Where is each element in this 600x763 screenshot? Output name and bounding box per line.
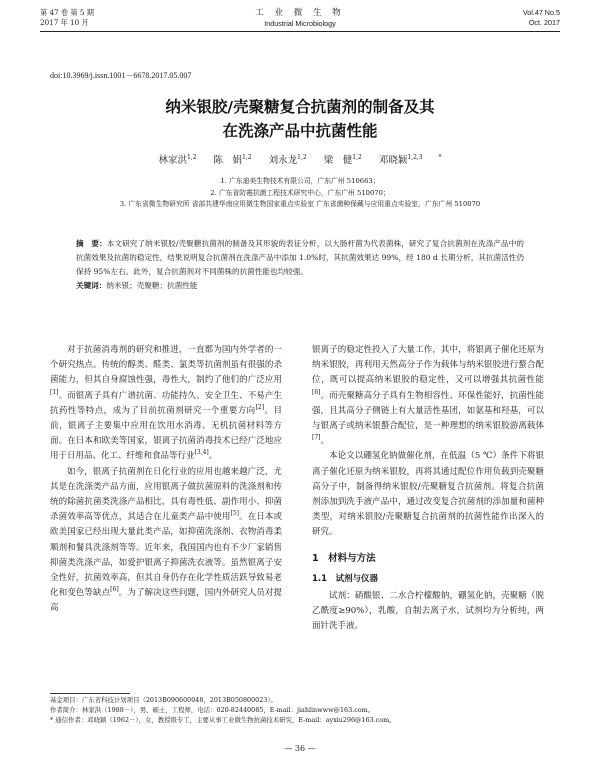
volume-issue-en: Vol.47 No.5: [522, 8, 560, 17]
citation: [7]: [312, 434, 321, 442]
paragraph: 本论文以硼氢化钠做催化剂，在低温（5 ℃）条件下将银离子催化还原为纳米银胶，再将其通过配位作用负载到壳聚糖高分子中，制备得纳米银胶/壳聚糖复合抗菌剂。将复合抗菌剂添加到洗手液产品中，通过改变复合抗菌剂的添加量和菌种类型，对纳米银胶/壳聚糖复合抗菌剂的抗菌性能作出深入的研究。: [312, 451, 544, 538]
affiliation: 2. 广东省防霉抗菌工程技术研究中心，广东广州 510070；: [210, 188, 390, 197]
date-en: Oct. 2017: [528, 18, 560, 27]
footnotes: [50, 696, 560, 725]
footnote-rule: [50, 693, 130, 694]
volume-issue-cn: 第 47 卷 第 5 期: [40, 8, 94, 17]
left-column: [50, 343, 282, 617]
paragraph: 试剂：硝酸银、二水合柠檬酸钠，硼氢化钠，壳聚糖（脱乙酰度≥90%），乳酸，自制去离子水，试剂均为分析纯，两面针洗手液。: [312, 591, 544, 632]
author: 邓晓颖$^{1,2,3 *}$: [378, 153, 442, 166]
author: 刘永龙$^{1,2}$: [268, 153, 307, 166]
header-right: [523, 8, 560, 28]
header-rule: [40, 31, 560, 32]
right-column: [312, 343, 544, 635]
keywords: [76, 279, 524, 293]
running-header: [40, 8, 560, 48]
title-line-2: 在洗涤产品中抗菌性能: [222, 122, 378, 140]
footnote-author: 作者简介：林家洪（1988－），男，硕士，工程师，电话：020-82440085，E-mail：jiahlinwww@163.com。: [50, 705, 375, 714]
section-heading: 1 材料与方法: [312, 552, 376, 564]
abstract: [76, 237, 524, 293]
subsection-heading: 1.1 试剂与仪器: [312, 573, 379, 584]
author: 陈 娟$^{1,2}$: [213, 153, 252, 166]
journal-name-en: Industrial Microbiology: [264, 19, 336, 28]
citation: [3,4]: [194, 449, 209, 457]
paper-title: [40, 95, 560, 143]
citation: [5]: [230, 510, 239, 518]
abstract-text: 本文研究了纳米银胶/壳聚糖抗菌剂的制备及其形貌的表征分析，以大肠杆菌为代表菌株，研究了复合抗菌剂在洗涤产品中的抗菌效果及抗菌的稳定性，结果说明复合抗菌剂在洗涤产品中添加 1.0%时，其抗菌效果达 99%，经 180 d 长期分析，其抗菌活性仍保持 95%左右。此外，复合抗菌剂对不同菌株的抗菌性能也均较强。: [76, 239, 525, 276]
citation: [6]: [312, 388, 321, 396]
abstract-label: 摘 要：: [76, 239, 107, 248]
journal-name-cn: 工 业 微 生 物: [255, 8, 345, 18]
paragraph: 银离子的稳定性投入了大量工作，其中，将银离子催化还原为纳米银胶，再利用天然高分子作为载体与纳米银胶进行螯合配位，既可以提高纳米银胶的稳定性，又可以增强其抗菌性能[6]。而壳聚糖高分子具有生物相容性、环保性能好，抗菌性能强，且其高分子侧链上有大量活性基团，如氨基和羟基，可以与银离子或纳米银螯合配位，是一种理想的纳米银胶游离载体[7]。: [312, 345, 544, 447]
footnote-correspondence: * 通信作者：邓晓颖（1962－），女，教授级专工，主要从事工业微生物抗菌技术研究，E-mail：ayxiu296@163.com。: [50, 715, 396, 724]
page-number: — 36 —: [284, 744, 316, 753]
affiliation: 3. 广东省微生物研究所 省部共建华南应用微生物国家重点实验室 广东省菌种保藏与应用重点实验室，广东广州 510070: [119, 200, 481, 208]
affiliations: [40, 176, 560, 211]
paragraph: 如今，银离子抗菌剂在日化行业的应用也越来越广泛，尤其是在洗涤类产品方面，应用银离子做抗菌原料的洗涤剂和传统的除菌抗菌类洗涤产品相比，具有毒性低、副作用小、抑菌杀菌效率高等优点，其适合在儿童类产品中使用[5]。在日本或欧美国家已经出现大量此类产品，如抑菌洗涤剂、衣物消毒柔顺剂和餐具洗涤剂等等。近年来，我国国内也有不少厂家销售抑菌类洗涤产品，如爱护银离子抑菌洗衣液等。虽然银离子安全性好，抗菌效率高，但其自身仍存在化学性质活跃导致易老化和变色等缺点[6]。为了解决这些问题，国内外研究人员对提高: [50, 466, 282, 614]
paragraph: 对于抗菌消毒剂的研究和推进，一直都为国内外学者的一个研究热点。传统的醇类、醛类、氯类等抗菌剂虽有很强的杀菌能力，但其自身腐蚀性强，毒性大，制约了他们的广泛应用[1]。而银离子具有广谱抗菌、功能持久、安全卫生、不易产生抗药性等特点，成为了目前抗菌剂研究一个重要方向[2]。目前，银离子主要集中应用在饮用水消毒、无机抗菌材料等方面。在日本和欧美等国家，银离子抗菌消毒技术已经广泛地应用于日用品、化工、纤维和食品等行业[3,4]。: [50, 345, 282, 462]
author: 林家洪$^{1,2}$: [158, 153, 197, 166]
affiliation: 1. 广东迪美生物技术有限公司，广东广州 510663；: [220, 177, 380, 185]
footnote-funding: 基金项目：广东省科技计划项目（2013B090600048，2013B050800023）。: [50, 696, 277, 704]
doi: doi:10.3969/j.issn.1001－6678.2017.05.007: [50, 71, 192, 80]
citation: [2]: [255, 403, 265, 411]
date-cn: 2017 年 10 月: [40, 18, 89, 27]
citation: [6]: [110, 586, 119, 594]
author: 梁 健$^{1,2}$: [323, 153, 362, 166]
author-list: [40, 152, 560, 166]
abstract-body: [76, 237, 524, 279]
title-line-1: 纳米银胶/壳聚糖复合抗菌剂的制备及其: [165, 98, 435, 116]
keywords-label: 关键词：: [76, 281, 107, 290]
citation: [1]: [50, 388, 59, 396]
keywords-text: 纳米银；壳聚糖；抗菌性能: [106, 281, 198, 290]
